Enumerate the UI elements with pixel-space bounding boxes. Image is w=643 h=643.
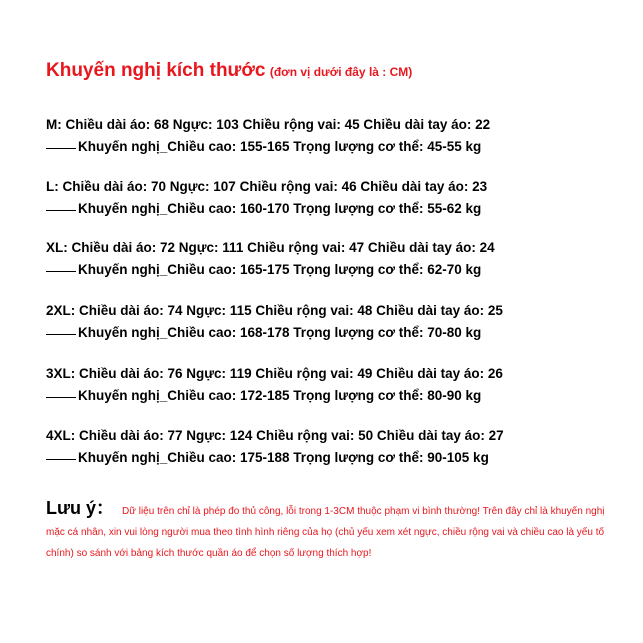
size-recommendation: Khuyến nghị_Chiều cao: 155-165 Trọng lượng cơ thể: 45-55 kg xyxy=(46,136,490,158)
size-recommendation: Khuyến nghị_Chiều cao: 168-178 Trọng lượng cơ thể: 70-80 kg xyxy=(46,322,503,344)
page-title xyxy=(46,60,412,82)
blank-rule xyxy=(46,271,76,272)
size-row-3xl xyxy=(46,363,503,407)
size-specs: 4XL: Chiều dài áo: 77 Ngực: 124 Chiều rộng vai: 50 Chiều dài tay áo: 27 xyxy=(46,428,504,443)
size-specs: XL: Chiều dài áo: 72 Ngực: 111 Chiều rộng vai: 47 Chiều dài tay áo: 24 xyxy=(46,240,495,255)
size-recommendation: Khuyến nghị_Chiều cao: 172-185 Trọng lượng cơ thể: 80-90 kg xyxy=(46,385,503,407)
size-recommendation: Khuyến nghị_Chiều cao: 165-175 Trọng lượng cơ thể: 62-70 kg xyxy=(46,259,495,281)
blank-rule xyxy=(46,334,76,335)
blank-rule xyxy=(46,210,76,211)
size-specs: 3XL: Chiều dài áo: 76 Ngực: 119 Chiều rộng vai: 49 Chiều dài tay áo: 26 xyxy=(46,366,503,381)
size-row-m xyxy=(46,114,490,158)
size-row-l xyxy=(46,176,487,220)
note-section xyxy=(46,498,606,564)
size-specs: 2XL: Chiều dài áo: 74 Ngực: 115 Chiều rộng vai: 48 Chiều dài tay áo: 25 xyxy=(46,303,503,318)
size-row-xl xyxy=(46,237,495,281)
size-row-2xl xyxy=(46,300,503,344)
title-unit-note: (đơn vị dưới đây là : CM) xyxy=(269,65,413,79)
blank-rule xyxy=(46,397,76,398)
size-recommendation: Khuyến nghị_Chiều cao: 175-188 Trọng lượng cơ thể: 90-105 kg xyxy=(46,447,504,469)
size-specs: M: Chiều dài áo: 68 Ngực: 103 Chiều rộng vai: 45 Chiều dài tay áo: 22 xyxy=(46,117,491,132)
blank-rule xyxy=(46,459,76,460)
blank-rule xyxy=(46,148,76,149)
title-main: Khuyến nghị kích thước xyxy=(46,60,266,81)
note-text: Dữ liệu trên chỉ là phép đo thủ công, lỗi trong 1-3CM thuộc phạm vi bình thường! Trên đây chỉ là khuyến nghị mặc cá nhân, xin vui lòng người mua theo tình hình riêng của họ (chủ yếu xem xét ngực, chiều rộng vai và chiều cao là yếu tố chính) so sánh với bảng kích thước quần áo để chọn số lượng thích hợp! xyxy=(46,506,605,559)
note-label: Lưu ý： xyxy=(46,498,115,518)
size-row-4xl xyxy=(46,425,504,469)
size-recommendation: Khuyến nghị_Chiều cao: 160-170 Trọng lượng cơ thể: 55-62 kg xyxy=(46,198,487,220)
size-specs: L: Chiều dài áo: 70 Ngực: 107 Chiều rộng vai: 46 Chiều dài tay áo: 23 xyxy=(46,179,488,194)
